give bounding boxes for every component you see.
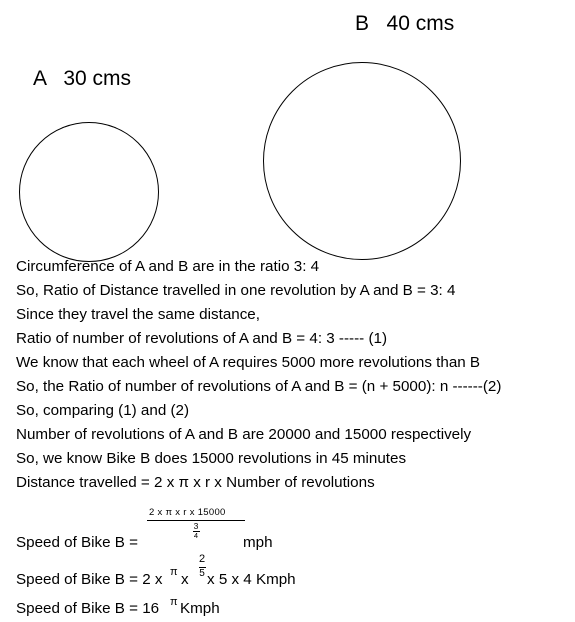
- speed-numerator: 2 x π x r x 15000: [149, 507, 226, 518]
- speed-formula-line: Speed of Bike B = 2 x: [16, 571, 163, 588]
- denominator-top: 3: [193, 521, 199, 531]
- solution-line: Ratio of number of revolutions of A and B = 4: 3 ----- (1): [16, 330, 388, 347]
- speed-label: Speed of Bike B =: [16, 534, 139, 551]
- wheel-b-label: B 40 cms: [355, 12, 455, 35]
- wheel-a-label: A 30 cms: [33, 67, 132, 90]
- solution-line: So, Ratio of Distance travelled in one revolution by A and B = 3: 4: [16, 282, 456, 299]
- solution-line: Distance travelled = 2 x π x r x Number of revolutions: [16, 474, 375, 491]
- wheel-a-circle: [19, 122, 159, 262]
- solution-line: Circumference of A and B are in the ratio 3: 4: [16, 258, 320, 275]
- times-sign: x: [181, 571, 189, 588]
- small-frac-top: 2: [198, 553, 206, 565]
- solution-line: We know that each wheel of A requires 5000 more revolutions than B: [16, 354, 481, 371]
- denominator-bottom: 4: [193, 531, 199, 540]
- speed-formula-rest: x 5 x 4 Kmph: [207, 571, 296, 588]
- solution-line: So, comparing (1) and (2): [16, 402, 190, 419]
- speed-unit: mph: [243, 534, 273, 551]
- speed-result-line: Speed of Bike B = 16: [16, 600, 160, 617]
- pi-symbol: π: [170, 596, 178, 608]
- solution-line: So, the Ratio of number of revolutions of A and B = (n + 5000): n ------(2): [16, 378, 502, 395]
- solution-line: So, we know Bike B does 15000 revolutions in 45 minutes: [16, 450, 407, 467]
- wheel-b-circle: [263, 62, 461, 260]
- solution-line: Number of revolutions of A and B are 20000 and 15000 respectively: [16, 426, 472, 443]
- speed-result-unit: Kmph: [180, 600, 220, 617]
- pi-symbol: π: [170, 566, 178, 578]
- small-frac-bottom: 5: [199, 568, 205, 579]
- solution-line: Since they travel the same distance,: [16, 306, 260, 323]
